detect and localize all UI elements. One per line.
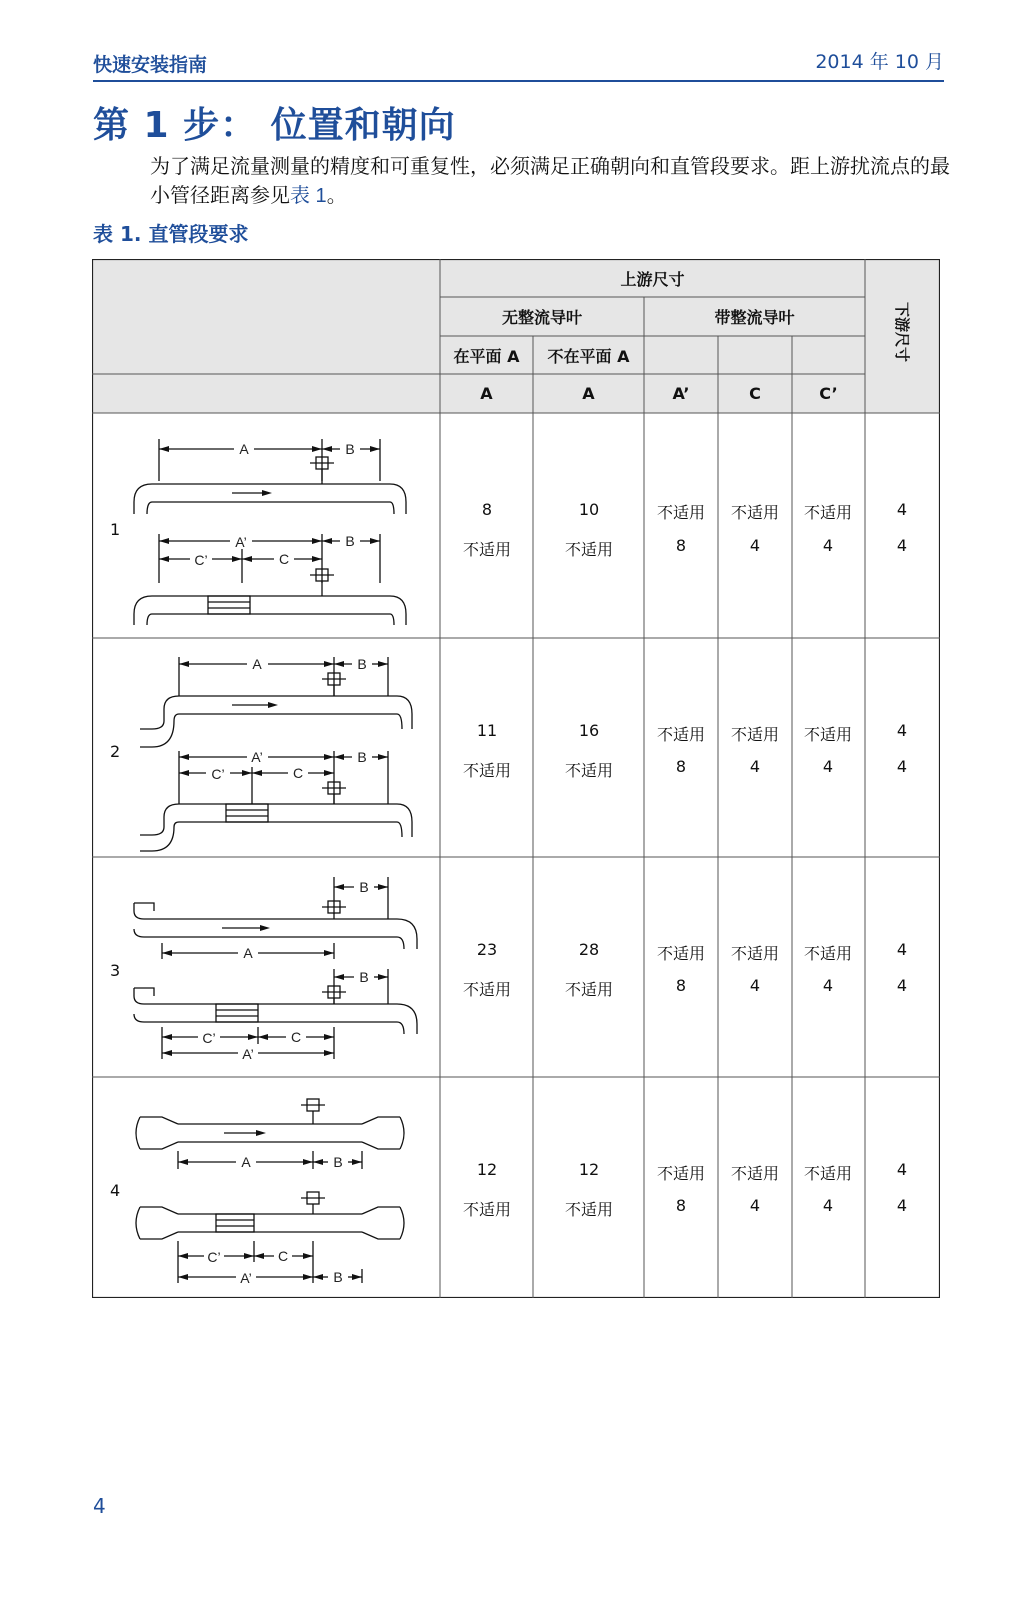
table-cell: 4 xyxy=(896,500,908,519)
table-cell: 不适用 xyxy=(564,761,614,780)
table-caption: 表 1. 直管段要求 xyxy=(93,222,249,246)
table-cell: 不适用 xyxy=(730,1164,780,1183)
svg-text:B: B xyxy=(359,969,369,985)
svg-text:C: C xyxy=(290,1029,302,1045)
svg-text:B: B xyxy=(345,441,355,457)
svg-text:A: A xyxy=(241,1154,251,1170)
svg-text:A: A xyxy=(252,656,262,672)
svg-text:C’: C’ xyxy=(202,1030,216,1046)
svg-text:A: A xyxy=(243,945,253,961)
page-number: 4 xyxy=(93,1494,106,1518)
downstream-header: 下游尺寸 xyxy=(893,301,911,362)
table-link[interactable]: 表 1 xyxy=(290,185,327,207)
row-number-2: 2 xyxy=(110,742,121,761)
col-letter-4: C xyxy=(749,384,761,403)
table-cell: 不适用 xyxy=(656,725,706,744)
table-cell: 12 xyxy=(578,1160,600,1179)
straight-run-table xyxy=(92,259,940,1298)
in-plane-header: 在平面 A xyxy=(453,346,520,366)
table-cell: 4 xyxy=(896,1196,908,1215)
intro-paragraph xyxy=(150,152,950,211)
upstream-header: 上游尺寸 xyxy=(620,269,685,289)
table-cell: 不适用 xyxy=(803,725,853,744)
svg-text:B: B xyxy=(345,533,355,549)
svg-text:C: C xyxy=(278,551,290,567)
diagram-row-2 xyxy=(140,657,412,851)
table-cell: 4 xyxy=(896,536,908,555)
header-date: 2014 年 10 月 xyxy=(815,51,944,73)
table-cell: 不适用 xyxy=(462,761,512,780)
table-cell: 16 xyxy=(578,721,600,740)
header-guide-title: 快速安装指南 xyxy=(93,54,208,76)
table-cell: 4 xyxy=(749,1196,761,1215)
table-cell: 4 xyxy=(749,536,761,555)
table-cell: 28 xyxy=(578,940,600,959)
table-cell: 不适用 xyxy=(656,1164,706,1183)
row-number-1: 1 xyxy=(110,520,121,539)
diagram-row-3 xyxy=(134,877,417,1059)
no-conditioner-header: 无整流导叶 xyxy=(501,308,582,327)
col-letter-1: A xyxy=(480,384,493,403)
pipe-diagrams xyxy=(134,439,417,1283)
table-cell: 12 xyxy=(476,1160,498,1179)
table-cell: 4 xyxy=(749,757,761,776)
table-cell: 4 xyxy=(896,976,908,995)
table-cell: 8 xyxy=(675,1196,687,1215)
table-cell: 不适用 xyxy=(730,503,780,522)
svg-text:A’: A’ xyxy=(235,534,247,550)
table-cell: 23 xyxy=(476,940,498,959)
table-cell: 不适用 xyxy=(564,980,614,999)
table-grid xyxy=(92,259,940,1298)
table-cell: 4 xyxy=(822,536,834,555)
table-cell: 8 xyxy=(675,976,687,995)
col-letter-3: A’ xyxy=(672,384,690,403)
header-divider xyxy=(93,80,944,82)
page-title: 第 1 步： 位置和朝向 xyxy=(93,105,456,146)
row-number-4: 4 xyxy=(110,1181,121,1200)
col-letter-2: A xyxy=(582,384,595,403)
svg-text:C: C xyxy=(277,1248,289,1264)
table-cell: 不适用 xyxy=(564,540,614,559)
table-cell: 4 xyxy=(822,976,834,995)
table-cell: 不适用 xyxy=(462,540,512,559)
table-cell: 4 xyxy=(749,976,761,995)
table-cell: 不适用 xyxy=(730,944,780,963)
svg-text:C’: C’ xyxy=(194,552,208,568)
svg-text:B: B xyxy=(359,879,369,895)
table-cell: 不适用 xyxy=(803,944,853,963)
table-cell: 不适用 xyxy=(656,503,706,522)
svg-text:B: B xyxy=(357,749,367,765)
table-cell: 不适用 xyxy=(564,1200,614,1219)
svg-text:B: B xyxy=(333,1269,343,1285)
table-cell: 4 xyxy=(822,1196,834,1215)
table-cell: 8 xyxy=(481,500,493,519)
intro-end: 。 xyxy=(326,183,347,207)
svg-text:A: A xyxy=(239,441,249,457)
table-cell: 不适用 xyxy=(462,1200,512,1219)
svg-text:B: B xyxy=(357,656,367,672)
svg-text:B: B xyxy=(333,1154,343,1170)
table-cell: 4 xyxy=(822,757,834,776)
row-number-3: 3 xyxy=(110,961,121,980)
with-conditioner-header: 带整流导叶 xyxy=(714,308,795,327)
table-cell: 8 xyxy=(675,536,687,555)
diagram-row-1 xyxy=(134,439,406,625)
table-cell: 4 xyxy=(896,1160,908,1179)
table-cell: 4 xyxy=(896,940,908,959)
svg-text:A’: A’ xyxy=(240,1270,252,1286)
svg-text:C’: C’ xyxy=(207,1249,221,1265)
table-cell: 不适用 xyxy=(730,725,780,744)
svg-text:A’: A’ xyxy=(251,749,263,765)
table-cell: 不适用 xyxy=(462,980,512,999)
table-cell: 11 xyxy=(476,721,498,740)
svg-text:A’: A’ xyxy=(242,1046,254,1062)
table-cell: 10 xyxy=(578,500,600,519)
diagram-row-4 xyxy=(136,1099,404,1283)
table-cell: 不适用 xyxy=(803,1164,853,1183)
intro-text: 为了满足流量测量的精度和可重复性，必须满足正确朝向和直管段要求。距上游扰流点的最小管径距离参见 xyxy=(150,154,950,207)
table-cell: 8 xyxy=(675,757,687,776)
table-cell: 不适用 xyxy=(656,944,706,963)
table-cell: 4 xyxy=(896,721,908,740)
table-cell: 4 xyxy=(896,757,908,776)
col-letter-5: C’ xyxy=(819,384,838,403)
table-cell: 不适用 xyxy=(803,503,853,522)
svg-text:C’: C’ xyxy=(211,766,225,782)
svg-text:C: C xyxy=(292,765,304,781)
diagram-labels xyxy=(194,441,368,1286)
out-plane-header: 不在平面 A xyxy=(547,346,630,366)
